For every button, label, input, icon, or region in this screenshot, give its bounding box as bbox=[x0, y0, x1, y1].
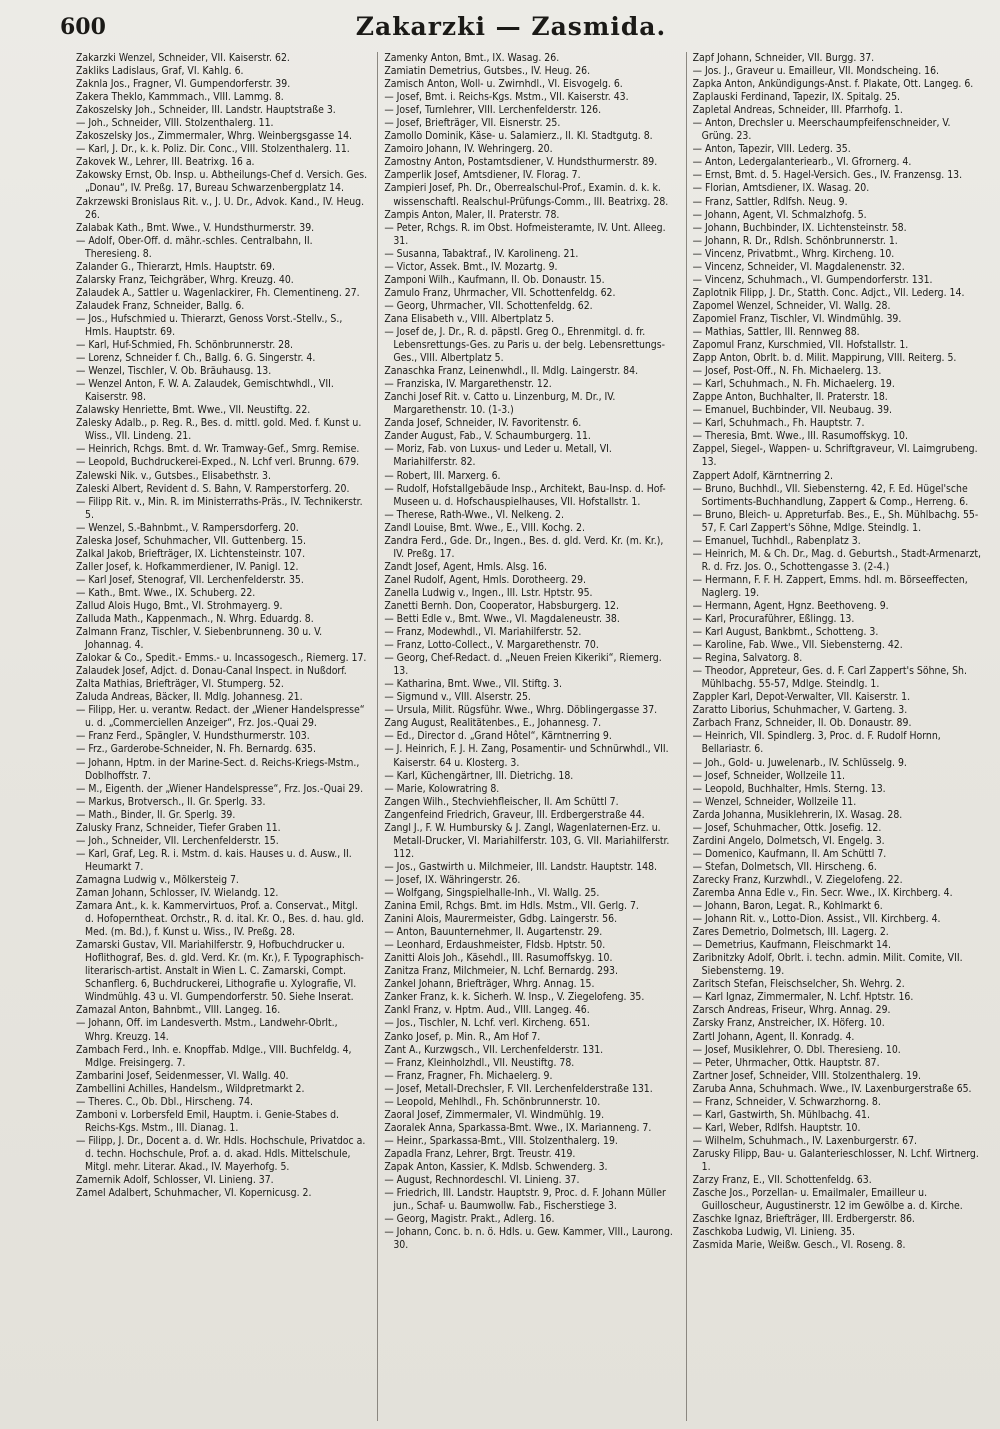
directory-entry: — Domenico, Kaufmann, II. Am Schüttl 7. bbox=[692, 847, 887, 860]
directory-entry: — Karl, Küchengärtner, III. Dietrichg. 18. bbox=[384, 769, 574, 782]
directory-entry: Zambach Ferd., Inh. e. Knopffab. Mdlge., VIII. Buchfeldg. 4, Mdlge. Freisingerg. 7. bbox=[76, 1043, 352, 1069]
directory-entry: Zarbach Franz, Schneider, II. Ob. Donaustr. 89. bbox=[692, 717, 912, 730]
directory-entry: Zaratto Liborius, Schuhmacher, V. Garteng. 3. bbox=[692, 704, 908, 717]
directory-entry: — Emanuel, Buchbinder, VII. Neubaug. 39. bbox=[692, 404, 893, 417]
directory-entry: — Leopold, Buchhalter, Hmls. Sterng. 13. bbox=[692, 782, 886, 795]
directory-entry: — Heinr., Sparkassa-Bmt., VIII. Stolzenthalerg. 19. bbox=[384, 1134, 618, 1147]
directory-entry: Zaplauski Ferdinand, Tapezir, IX. Spitalg. 25. bbox=[692, 91, 900, 104]
directory-entry: Zamagna Ludwig v., Mölkersteig 7. bbox=[76, 873, 239, 886]
directory-entry: — Franz, Schneider, V. Schwarzhorng. 8. bbox=[692, 1095, 881, 1108]
directory-entry: Zalluda Math., Kappenmach., N. Whrg. Eduardg. 8. bbox=[76, 613, 314, 626]
directory-entry: — Jos., Tischler, N. Lchf. verl. Kircheng. 651. bbox=[384, 1017, 591, 1030]
directory-entry: Zakrzewski Bronislaus Rit. v., J. U. Dr., Advok. Kand., IV. Heug. 26. bbox=[76, 195, 365, 221]
directory-entry: — J. Heinrich, F. J. H. Zang, Posamentir- und Schnürwhdl., VII. Kaiserstr. 64 u. Klosterg. 3. bbox=[384, 743, 669, 769]
directory-entry: Zambellini Achilles, Handelsm., Wildpretmarkt 2. bbox=[76, 1082, 305, 1095]
directory-entry: Zamara Ant., k. k. Kammervirtuos, Prof. a. Conservat., Mitgl. d. Hofoperntheat. Orchstr., R. d. ital. Kr. O., Bes. d. hau. gld. Med. (m. Bd.), f. Kunst u. Wiss., IV. Preßg. 28. bbox=[76, 900, 364, 939]
directory-entry: — Joh., Gold- u. Juwelenarb., IV. Schlüsselg. 9. bbox=[692, 756, 907, 769]
directory-entry: Zander August, Fab., V. Schaumburgerg. 11. bbox=[384, 430, 591, 443]
directory-entry: — Johann, Off. im Landesverth. Mstm., Landwehr-Obrlt., Whrg. Kreuzg. 14. bbox=[76, 1017, 338, 1043]
directory-entry: — Wilhelm, Schuhmach., IV. Laxenburgerstr. 67. bbox=[692, 1134, 917, 1147]
directory-entry: Zalewski Nik. v., Gutsbes., Elisabethstr. 3. bbox=[76, 469, 271, 482]
directory-entry: — Katharina, Bmt. Wwe., VII. Stiftg. 3. bbox=[384, 678, 562, 691]
directory-entry: Zarecky Franz, Kurzwhdl., V. Ziegelofeng. 22. bbox=[692, 873, 903, 886]
directory-entry: — Emanuel, Tuchhdl., Rabenplatz 3. bbox=[692, 534, 861, 547]
directory-entry: Zamarski Gustav, VII. Mariahilferstr. 9, Hofbuchdrucker u. Hoflithograf, Bes. d. gld. Verd. Kr. (m. Kr.), F. Typographisch-literarisch-artist. Anstalt in Wien L. C. Zamarski, Compt. Schanflerg. 6, Buchdruckerei, Lithografie u. Xylografie, VI. Windmühlg. 43 u. VI. Gumpendorferstr. 50. Siehe Inserat. bbox=[76, 939, 364, 1004]
directory-entry: — Wenzel, Schneider, Wollzeile 11. bbox=[692, 795, 857, 808]
page-number: 600 bbox=[60, 14, 106, 40]
directory-entry: — Lorenz, Schneider f. Ch., Ballg. 6. G. Singerstr. 4. bbox=[76, 352, 316, 365]
directory-entry: — Karl, Huf-Schmied, Fh. Schönbrunnerstr. 28. bbox=[76, 339, 293, 352]
directory-entry: — Josef, Briefträger, VII. Eisnerstr. 25. bbox=[384, 117, 561, 130]
directory-entry: — Theresia, Bmt. Wwe., III. Rasumoffskyg. 10. bbox=[692, 430, 908, 443]
directory-entry: Zalaudek Josef, Adjct. d. Donau-Canal Inspect. in Nußdorf. bbox=[76, 665, 347, 678]
directory-entry: — Vincenz, Schneider, VI. Magdalenenstr. 32. bbox=[692, 260, 905, 273]
directory-entry: Zalta Mathias, Briefträger, VI. Stumperg. 52. bbox=[76, 678, 284, 691]
directory-entry: Zakera Theklo, Kammmach., VIII. Lammg. 8. bbox=[76, 91, 284, 104]
directory-entry: — Johann, Buchbinder, IX. Lichtensteinstr. 58. bbox=[692, 221, 907, 234]
directory-entry: — Betti Edle v., Bmt. Wwe., VI. Magdaleneustr. 38. bbox=[384, 613, 620, 626]
directory-entry: — Jos. J., Graveur u. Emailleur, VII. Mondscheing. 16. bbox=[692, 65, 940, 78]
directory-entry: — Georg, Magistr. Prakt., Adlerg. 16. bbox=[384, 1213, 555, 1226]
directory-entry: Zarzy Franz, E., VII. Schottenfeldg. 63. bbox=[692, 1174, 872, 1187]
directory-entry: Zaoral Josef, Zimmermaler, VI. Windmühlg. 19. bbox=[384, 1108, 605, 1121]
directory-column-3 bbox=[686, 52, 984, 1421]
directory-entry: Zakliks Ladislaus, Graf, VI. Kahlg. 6. bbox=[76, 65, 244, 78]
directory-entry: Zanchi Josef Rit. v. Catto u. Linzenburg, M. Dr., IV. Margarethenstr. 10. (1-3.) bbox=[384, 391, 616, 417]
directory-entry: — Karl August, Bankbmt., Schotteng. 3. bbox=[692, 626, 879, 639]
directory-entry: Zalaudek A., Sattler u. Wagenlackirer, Fh. Clementineng. 27. bbox=[76, 286, 360, 299]
directory-entry: Zares Demetrio, Dolmetsch, III. Lagerg. 2. bbox=[692, 926, 889, 939]
directory-entry: Zarsky Franz, Anstreicher, IX. Höferg. 10. bbox=[692, 1017, 885, 1030]
directory-entry: Zapomel Wenzel, Schneider, VI. Wallg. 28. bbox=[692, 299, 891, 312]
directory-entry: Zampieri Josef, Ph. Dr., Oberrealschul-Prof., Examin. d. k. k. wissenschaftl. Realschul-Prüfungs-Comm., III. Beatrixg. 28. bbox=[384, 182, 669, 208]
directory-entry: Zandt Josef, Agent, Hmls. Alsg. 16. bbox=[384, 560, 548, 573]
directory-entry: Zandra Ferd., Gde. Dr., Ingen., Bes. d. gld. Verd. Kr. (m. Kr.), IV. Preßg. 17. bbox=[384, 534, 664, 560]
directory-entry: — Karl, J. Dr., k. k. Poliz. Dir. Conc., VIII. Stolzenthalerg. 11. bbox=[76, 143, 350, 156]
directory-entry: Zana Elisabeth v., VIII. Albertplatz 5. bbox=[384, 312, 555, 325]
directory-entry: — Theodor, Appreteur, Ges. d. F. Carl Zappert's Söhne, Sh. Mühlbachg. 55-57, Mdlge. Steindlg. 1. bbox=[692, 665, 967, 691]
directory-entry: — Markus, Brotversch., II. Gr. Sperlg. 33. bbox=[76, 795, 266, 808]
directory-entry: — Filipp, Her. u. verantw. Redact. der „Wiener Handelspresse“ u. d. „Commerciellen Anzeiger“, Frz. Jos.-Quai 29. bbox=[76, 704, 365, 730]
directory-entry: Zang August, Realitätenbes., E., Johannesg. 7. bbox=[384, 717, 602, 730]
directory-entry: Zangenfeind Friedrich, Graveur, III. Erdbergerstraße 44. bbox=[384, 808, 645, 821]
page-header bbox=[60, 12, 962, 48]
directory-entry: — Robert, III. Marxerg. 6. bbox=[384, 469, 501, 482]
directory-column-2 bbox=[377, 52, 675, 1421]
directory-entry: — Karl, Schuhmach., Fh. Hauptstr. 7. bbox=[692, 417, 865, 430]
directory-entry: Zartl Johann, Agent, II. Konradg. 4. bbox=[692, 1030, 855, 1043]
directory-entry: — Anton, Drechsler u. Meerschaumpfeifenschneider, V. Grüng. 23. bbox=[692, 117, 951, 143]
directory-entry: Zanina Emil, Rchgs. Bmt. im Hdls. Mstm., VII. Gerlg. 7. bbox=[384, 900, 639, 913]
directory-entry: — Peter, Rchgs. R. im Obst. Hofmeisteramte, IV. Unt. Alleeg. 31. bbox=[384, 221, 666, 247]
directory-entry: — Adolf, Ober-Off. d. mähr.-schles. Centralbahn, II. Theresieng. 8. bbox=[76, 234, 313, 260]
directory-entry: Zamazal Anton, Bahnbmt., VIII. Langeg. 16. bbox=[76, 1004, 281, 1017]
directory-entry: Zakowsky Ernst, Ob. Insp. u. Abtheilungs-Chef d. Versich. Ges. „Donau“, IV. Preßg. 17, Bureau Schwarzenbergplatz 14. bbox=[76, 169, 368, 195]
directory-entry: — Vincenz, Privatbmt., Whrg. Kircheng. 10. bbox=[692, 247, 895, 260]
directory-entry: Zalesky Adalb., p. Reg. R., Bes. d. mittl. gold. Med. f. Kunst u. Wiss., VII. Lindeng. 21. bbox=[76, 417, 362, 443]
directory-entry: Zappert Adolf, Kärntnerring 2. bbox=[692, 469, 834, 482]
directory-entry: Zalusky Franz, Schneider, Tiefer Graben 11. bbox=[76, 821, 281, 834]
directory-entry: — Heinrich, Rchgs. Bmt. d. Wr. Tramway-Gef., Smrg. Remise. bbox=[76, 443, 360, 456]
directory-entry: — Josef, Schneider, Wollzeile 11. bbox=[692, 769, 846, 782]
directory-entry: Zanker Franz, k. k. Sicherh. W. Insp., V. Ziegelofeng. 35. bbox=[384, 991, 645, 1004]
directory-entry: — Franz Ferd., Spängler, V. Hundsthurmerstr. 103. bbox=[76, 730, 310, 743]
directory-entry: Zapp Anton, Obrlt. b. d. Milit. Mappirung, VIII. Reiterg. 5. bbox=[692, 352, 957, 365]
directory-entry: — Leopold, Mehlhdl., Fh. Schönbrunnerstr. 10. bbox=[384, 1095, 601, 1108]
directory-entry: — Franz, Kleinholzhdl., VII. Neustiftg. 78. bbox=[384, 1056, 575, 1069]
directory-entry: Zakovek W., Lehrer, III. Beatrixg. 16 a. bbox=[76, 156, 255, 169]
directory-entry: — Johann, Conc. b. n. ö. Hdls. u. Gew. Kammer, VIII., Laurong. 30. bbox=[384, 1226, 673, 1252]
directory-entry: Zankl Franz, v. Hptm. Aud., VIII. Langeg. 46. bbox=[384, 1004, 590, 1017]
directory-entry: — Florian, Amtsdiener, IX. Wasag. 20. bbox=[692, 182, 870, 195]
directory-entry: — Theres. C., Ob. Dbl., Hirscheng. 74. bbox=[76, 1095, 253, 1108]
directory-entry: — Hermann, F. F. H. Zappert, Emms. hdl. m. Börseeffecten, Naglerg. 19. bbox=[692, 573, 968, 599]
directory-entry: Zaribnitzky Adolf, Obrlt. i. techn. admin. Milit. Comite, VII. Siebensterng. 19. bbox=[692, 952, 963, 978]
directory-entry: — Marie, Kolowratring 8. bbox=[384, 782, 500, 795]
directory-entry: Zakoszelsky Joh., Schneider, III. Landstr. Hauptstraße 3. bbox=[76, 104, 336, 117]
directory-entry: — Friedrich, III. Landstr. Hauptstr. 9, Proc. d. F. Johann Müller jun., Schaf- u. Baumwollw. Fab., Fischerstiege 3. bbox=[384, 1187, 666, 1213]
directory-entry: — Joh., Schneider, VIII. Stolzenthalerg. 11. bbox=[76, 117, 274, 130]
directory-entry: Zandl Louise, Bmt. Wwe., E., VIII. Kochg. 2. bbox=[384, 521, 585, 534]
directory-entry: Zanella Ludwig v., Ingen., III. Lstr. Hptstr. 95. bbox=[384, 586, 593, 599]
directory-entry: — Josef, Musiklehrer, O. Dbl. Theresieng. 10. bbox=[692, 1043, 901, 1056]
directory-entry: Zanel Rudolf, Agent, Hmls. Dorotheerg. 29. bbox=[384, 573, 587, 586]
directory-entry: — Jos., Gastwirth u. Milchmeier, III. Landstr. Hauptstr. 148. bbox=[384, 860, 658, 873]
directory-entry: — Franz, Lotto-Collect., V. Margarethenstr. 70. bbox=[384, 639, 599, 652]
directory-entry: Zaknla Jos., Fragner, VI. Gumpendorferstr. 39. bbox=[76, 78, 291, 91]
directory-entry: — Heinrich, VII. Spindlerg. 3, Proc. d. F. Rudolf Hornn, Bellariastr. 6. bbox=[692, 730, 941, 756]
directory-entry: — Karl, Graf, Leg. R. i. Mstm. d. kais. Hauses u. d. Ausw., II. Heumarkt 7. bbox=[76, 847, 352, 873]
directory-entry: — Ernst, Bmt. d. 5. Hagel-Versich. Ges., IV. Franzensg. 13. bbox=[692, 169, 963, 182]
directory-entry: — Karl, Gastwirth, Sh. Mühlbachg. 41. bbox=[692, 1108, 870, 1121]
directory-entry: — Wenzel, Tischler, V. Ob. Bräuhausg. 13. bbox=[76, 365, 272, 378]
directory-entry: — Johann, Baron, Legat. R., Kohlmarkt 6. bbox=[692, 900, 883, 913]
directory-entry: Zaschkoba Ludwig, VI. Linieng. 35. bbox=[692, 1226, 855, 1239]
directory-entry: — Vincenz, Schuhmach., VI. Gumpendorferstr. 131. bbox=[692, 273, 933, 286]
directory-entry: Zaruba Anna, Schuhmach. Wwe., IV. Laxenburgerstraße 65. bbox=[692, 1082, 972, 1095]
directory-entry: Zasmida Marie, Weißw. Gesch., VI. Roseng. 8. bbox=[692, 1239, 906, 1252]
directory-entry: Zamel Adalbert, Schuhmacher, VI. Kopernicusg. 2. bbox=[76, 1187, 312, 1200]
directory-entry: — Stefan, Dolmetsch, VII. Hirscheng. 6. bbox=[692, 860, 877, 873]
directory-entry: — Franz, Fragner, Fh. Michaelerg. 9. bbox=[384, 1069, 553, 1082]
directory-entry: Zanko Josef, p. Min. R., Am Hof 7. bbox=[384, 1030, 541, 1043]
directory-entry: — Moriz, Fab. von Luxus- und Leder u. Metall, VI. Mariahilferstr. 82. bbox=[384, 443, 612, 469]
directory-entry: — Peter, Uhrmacher, Ottk. Hauptstr. 87. bbox=[692, 1056, 880, 1069]
directory-entry: Zaluda Andreas, Bäcker, II. Mdlg. Johannesg. 21. bbox=[76, 691, 303, 704]
directory-entry: — Victor, Assek. Bmt., IV. Mozartg. 9. bbox=[384, 260, 558, 273]
directory-entry: Zamulo Franz, Uhrmacher, VII. Schottenfeldg. 62. bbox=[384, 286, 616, 299]
directory-entry: Zapomiel Franz, Tischler, VI. Windmühlg. 39. bbox=[692, 312, 902, 325]
directory-entry: — Ed., Director d. „Grand Hôtel“, Kärntnerring 9. bbox=[384, 730, 612, 743]
directory-entry: — Bruno, Bleich- u. Appreturfab. Bes., E., Sh. Mühlbachg. 55-57, F. Carl Zappert's Söhne, Mdlge. Steindlg. 1. bbox=[692, 508, 979, 534]
directory-entry: — Karl, Procuraführer, Eßlingg. 13. bbox=[692, 613, 855, 626]
directory-entry: Zappler Karl, Depot-Verwalter, VII. Kaiserstr. 1. bbox=[692, 691, 911, 704]
directory-entry: Zamperlik Josef, Amtsdiener, IV. Florag. 7. bbox=[384, 169, 581, 182]
directory-entry: Zalarsky Franz, Teichgräber, Whrg. Kreuzg. 40. bbox=[76, 273, 294, 286]
directory-entry: Zampis Anton, Maler, II. Praterstr. 78. bbox=[384, 208, 560, 221]
directory-entry: Zalander G., Thierarzt, Hmls. Hauptstr. 69. bbox=[76, 260, 275, 273]
directory-entry: Zarusky Filipp, Bau- u. Galanterieschlosser, N. Lchf. Wirtnerg. 1. bbox=[692, 1147, 979, 1173]
directory-entry: Zanitti Alois Joh., Käsehdl., III. Rasumoffskyg. 10. bbox=[384, 952, 613, 965]
directory-entry: — Karl Ignaz, Zimmermaler, N. Lchf. Hptstr. 16. bbox=[692, 991, 914, 1004]
directory-entry: — Leopold, Buchdruckerei-Exped., N. Lchf verl. Brunng. 679. bbox=[76, 456, 360, 469]
directory-entry: Zappe Anton, Buchhalter, II. Praterstr. 18. bbox=[692, 391, 888, 404]
directory-entry: — Rudolf, Hofstallgebäude Insp., Architekt, Bau-Insp. d. Hof-Museen u. d. Hofschauspielhauses, VII. Hofstallstr. 1. bbox=[384, 482, 666, 508]
directory-entry: — Hermann, Agent, Hgnz. Beethoveng. 9. bbox=[692, 599, 889, 612]
directory-entry: — Anton, Bauunternehmer, II. Augartenstr. 29. bbox=[384, 926, 603, 939]
directory-entry: — Bruno, Buchhdl., VII. Siebensterng. 42, F. Ed. Hügel'sche Sortiments-Buchhandlung, Zappert & Comp., Herreng. 6. bbox=[692, 482, 969, 508]
directory-entry: Zamisch Anton, Woll- u. Zwirnhdl., VI. Eisvogelg. 6. bbox=[384, 78, 623, 91]
directory-entry: Zankel Johann, Briefträger, Whrg. Annag. 15. bbox=[384, 978, 595, 991]
directory-entry: Zaleska Josef, Schuhmacher, VII. Guttenberg. 15. bbox=[76, 534, 306, 547]
directory-entry: — Johann Rit. v., Lotto-Dion. Assist., VII. Kirchberg. 4. bbox=[692, 913, 941, 926]
directory-entry: Zaplotnik Filipp, J. Dr., Statth. Conc. Adjct., VII. Lederg. 14. bbox=[692, 286, 965, 299]
directory-entry: — Demetrius, Kaufmann, Fleischmarkt 14. bbox=[692, 939, 891, 952]
directory-entry: Zaritsch Stefan, Fleischselcher, Sh. Wehrg. 2. bbox=[692, 978, 905, 991]
directory-entry: Zamollo Dominik, Käse- u. Salamierz., II. Kl. Stadtgutg. 8. bbox=[384, 130, 653, 143]
directory-entry: — Josef de, J. Dr., R. d. päpstl. Greg O., Ehrenmitgl. d. fr. Lebensrettungs-Ges. zu Paris u. der belg. Lebensrettungs-Ges., VIII. Albertplatz 5. bbox=[384, 325, 665, 365]
directory-entry: — Karl, Schuhmach., N. Fh. Michaelerg. 19. bbox=[692, 378, 895, 391]
directory-entry: — Johann, Agent, VI. Schmalzhofg. 5. bbox=[692, 208, 867, 221]
directory-entry: — Anton, Tapezir, VIII. Lederg. 35. bbox=[692, 143, 851, 156]
directory-entry: Zaremba Anna Edle v., Fin. Secr. Wwe., IX. Kirchberg. 4. bbox=[692, 887, 953, 899]
directory-entry: Zanitza Franz, Milchmeier, N. Lchf. Bernardg. 293. bbox=[384, 965, 618, 978]
directory-entry: — Josef, IX. Währingerstr. 26. bbox=[384, 873, 521, 886]
directory-entry: — Anton, Ledergalanteriearb., VI. Gfrornerg. 4. bbox=[692, 156, 912, 169]
directory-entry: — Georg, Uhrmacher, VII. Schottenfeldg. 62. bbox=[384, 299, 593, 312]
directory-entry: — Josef, Turnlehrer, VIII. Lerchenfelderstr. 126. bbox=[384, 104, 602, 117]
directory-entry: Zamoiro Johann, IV. Wehringerg. 20. bbox=[384, 143, 553, 156]
directory-entry: — Karoline, Fab. Wwe., VII. Siebensterng. 42. bbox=[692, 639, 903, 652]
directory-entry: — Josef, Schuhmacher, Ottk. Josefig. 12. bbox=[692, 821, 882, 834]
directory-entry: Zanaschka Franz, Leinenwhdl., II. Mdlg. Laingerstr. 84. bbox=[384, 365, 639, 378]
directory-entry: Zakarzki Wenzel, Schneider, VII. Kaiserstr. 62. bbox=[76, 52, 290, 64]
directory-entry: — Therese, Rath-Wwe., VI. Nelkeng. 2. bbox=[384, 508, 564, 521]
directory-entry: — Karl, Weber, Rdlfsh. Hauptstr. 10. bbox=[692, 1121, 861, 1134]
directory-column-1 bbox=[76, 52, 367, 1421]
directory-entry: Zaleski Albert, Revident d. S. Bahn, V. Ramperstorferg. 20. bbox=[76, 482, 350, 495]
directory-entry: Zardini Angelo, Dolmetsch, VI. Engelg. 3. bbox=[692, 834, 885, 847]
directory-entry: Zanetti Bernh. Don, Cooperator, Habsburgerg. 12. bbox=[384, 599, 619, 612]
directory-columns bbox=[76, 52, 984, 1421]
directory-entry: — Jos., Hufschmied u. Thierarzt, Genoss Vorst.-Stellv., S., Hmls. Hauptstr. 69. bbox=[76, 312, 343, 338]
directory-entry: Zappel, Siegel-, Wappen- u. Schriftgraveur, VI. Laimgrubeng. 13. bbox=[692, 443, 978, 469]
directory-entry: — Josef, Post-Off., N. Fh. Michaelerg. 13. bbox=[692, 365, 882, 378]
directory-entry: — Wenzel Anton, F. W. A. Zalaudek, Gemischtwhdl., VII. Kaiserstr. 98. bbox=[76, 378, 334, 404]
directory-entry: Zapadla Franz, Lehrer, Brgt. Treustr. 419. bbox=[384, 1147, 576, 1160]
directory-entry: — Franziska, IV. Margarethenstr. 12. bbox=[384, 378, 552, 391]
directory-entry: — Frz., Garderobe-Schneider, N. Fh. Bernardg. 635. bbox=[76, 743, 316, 756]
directory-entry: Zangen Wilh., Stechviehfleischer, II. Am Schüttl 7. bbox=[384, 795, 619, 808]
directory-entry: Zalokar & Co., Spedit.- Emms.- u. Incassogesch., Riemerg. 17. bbox=[76, 652, 367, 665]
directory-entry: Zamboni v. Lorbersfeld Emil, Hauptm. i. Genie-Stabes d. Reichs-Kgs. Mstm., III. Dianag. 1. bbox=[76, 1108, 339, 1134]
directory-entry: Zanda Josef, Schneider, IV. Favoritenstr. 6. bbox=[384, 417, 582, 430]
directory-entry: Zapf Johann, Schneider, VII. Burgg. 37. bbox=[692, 52, 875, 64]
directory-entry: — M., Eigenth. der „Wiener Handelspresse“, Frz. Jos.-Quai 29. bbox=[76, 782, 364, 795]
directory-entry: — Mathias, Sattler, III. Rennweg 88. bbox=[692, 325, 860, 338]
directory-entry: Zambarini Josef, Seidenmesser, VI. Wallg. 40. bbox=[76, 1069, 289, 1082]
directory-entry: Zaller Josef, k. Hofkammerdiener, IV. Panigl. 12. bbox=[76, 560, 299, 573]
directory-entry: Zamostny Anton, Postamtsdiener, V. Hundsthurmerstr. 89. bbox=[384, 156, 658, 169]
directory-entry: Zant A., Kurzwgsch., VII. Lerchenfelderstr. 131. bbox=[384, 1043, 604, 1056]
directory-entry: Zarda Johanna, Musiklehrerin, IX. Wasag. 28. bbox=[692, 808, 903, 821]
directory-entry: Zartner Josef, Schneider, VIII. Stolzenthalerg. 19. bbox=[692, 1069, 921, 1082]
directory-entry: — Susanna, Tabaktraf., IV. Karolineng. 21. bbox=[384, 247, 579, 260]
directory-entry: Zapka Anton, Ankündigungs-Anst. f. Plakate, Ott. Langeg. 6. bbox=[692, 78, 974, 91]
directory-entry: — Joh., Schneider, VII. Lerchenfelderstr. 15. bbox=[76, 834, 279, 847]
directory-entry: Zaschke Ignaz, Briefträger, III. Erdbergerstr. 86. bbox=[692, 1213, 915, 1226]
directory-entry: Zanini Alois, Maurermeister, Gdbg. Laingerstr. 56. bbox=[384, 913, 618, 926]
directory-entry: Zalaudek Franz, Schneider, Ballg. 6. bbox=[76, 299, 245, 312]
directory-entry: — Sigmund v., VIII. Alserstr. 25. bbox=[384, 691, 531, 704]
directory-entry: Zangl J., F. W. Humbursky & J. Zangl, Wagenlaternen-Erz. u. Metall-Drucker, VI. Mariahilferstr. 103, G. VII. Mariahilferstr. 112. bbox=[384, 821, 670, 860]
directory-entry: — Wenzel, S.-Bahnbmt., V. Rampersdorferg. 20. bbox=[76, 521, 299, 534]
directory-entry: Zapletal Andreas, Schneider, III. Pfarrhofg. 1. bbox=[692, 104, 903, 117]
directory-entry: Zasche Jos., Porzellan- u. Emailmaler, Emailleur u. Guilloscheur, Augustinerstr. 12 im Gewölbe a. d. Kirche. bbox=[692, 1187, 963, 1213]
directory-entry: Zallud Alois Hugo, Bmt., VI. Strohmayerg. 9. bbox=[76, 599, 283, 612]
directory-entry: — Josef, Metall-Drechsler, F. VII. Lerchenfelderstraße 131. bbox=[384, 1082, 653, 1095]
directory-entry: — Kath., Bmt. Wwe., IX. Schuberg. 22. bbox=[76, 586, 256, 599]
directory-entry: — Filipp Rit. v., Min. R. im Ministerraths-Präs., IV. Technikerstr. 5. bbox=[76, 495, 363, 521]
directory-entry: — Ursula, Milit. Rügsführ. Wwe., Whrg. Döblingergasse 37. bbox=[384, 704, 658, 717]
directory-entry: Zalawsky Henriette, Bmt. Wwe., VII. Neustiftg. 22. bbox=[76, 404, 311, 417]
directory-entry: — August, Rechnordeschl. VI. Linieng. 37. bbox=[384, 1174, 580, 1187]
directory-entry: Zalabak Kath., Bmt. Wwe., V. Hundsthurmerstr. 39. bbox=[76, 221, 315, 234]
directory-entry: Zapak Anton, Kassier, K. Mdlsb. Schwenderg. 3. bbox=[384, 1160, 608, 1173]
directory-entry: — Johann, Hptm. in der Marine-Sect. d. Reichs-Kriegs-Mstm., Doblhoffstr. 7. bbox=[76, 756, 360, 782]
directory-entry: Zakoszelsky Jos., Zimmermaler, Whrg. Weinbergsgasse 14. bbox=[76, 130, 353, 143]
directory-entry: — Filipp, J. Dr., Docent a. d. Wr. Hdls. Hochschule, Privatdoc a. d. techn. Hochschule, Prof. a. d. akad. Hdls. Mittelschule, Mitgl. mehr. Literar. Akad., IV. Mayerhofg. 5. bbox=[76, 1134, 366, 1173]
directory-entry: Zamernik Adolf, Schlosser, VI. Linieng. 37. bbox=[76, 1174, 274, 1187]
directory-entry: Zalmann Franz, Tischler, V. Siebenbrunneng. 30 u. V. Johannag. 4. bbox=[76, 626, 323, 652]
directory-entry: Zamenky Anton, Bmt., IX. Wasag. 26. bbox=[384, 52, 560, 64]
directory-entry: Zamiatin Demetrius, Gutsbes., IV. Heug. 26. bbox=[384, 65, 591, 78]
directory-entry: — Regina, Salvatorg. 8. bbox=[692, 652, 803, 665]
directory-entry: — Wolfgang, Singspielhalle-Inh., VI. Wallg. 25. bbox=[384, 887, 600, 899]
directory-entry: — Karl Josef, Stenograf, VII. Lerchenfelderstr. 35. bbox=[76, 573, 304, 586]
directory-entry: — Josef, Bmt. i. Reichs-Kgs. Mstm., VII. Kaiserstr. 43. bbox=[384, 91, 629, 104]
directory-entry: Zarsch Andreas, Friseur, Whrg. Annag. 29. bbox=[692, 1004, 891, 1017]
directory-entry: Zamponi Wilh., Kaufmann, II. Ob. Donaustr. 15. bbox=[384, 273, 605, 286]
running-title: Zakarzki — Zasmida. bbox=[355, 12, 667, 41]
directory-entry: — Math., Binder, II. Gr. Sperlg. 39. bbox=[76, 808, 236, 821]
directory-entry: — Heinrich, M. & Ch. Dr., Mag. d. Geburtsh., Stadt-Armenarzt, R. d. Frz. Jos. O., Schottengasse 3. (2-4.) bbox=[692, 547, 981, 573]
directory-entry: — Georg, Chef-Redact. d. „Neuen Freien Kikeriki“, Riemerg. 13. bbox=[384, 652, 662, 678]
directory-entry: Zalkal Jakob, Briefträger, IX. Lichtensteinstr. 107. bbox=[76, 547, 306, 560]
directory-entry: Zapomul Franz, Kurschmied, VII. Hofstallstr. 1. bbox=[692, 339, 909, 352]
directory-entry: — Johann, R. Dr., Rdlsh. Schönbrunnerstr. 1. bbox=[692, 234, 898, 247]
directory-entry: Zaman Johann, Schlosser, IV. Wielandg. 12. bbox=[76, 887, 279, 899]
directory-entry: — Leonhard, Erdaushmeister, Fldsb. Hptstr. 50. bbox=[384, 939, 606, 952]
directory-entry: — Franz, Sattler, Rdlfsh. Neug. 9. bbox=[692, 195, 848, 208]
directory-entry: — Franz, Modewhdl., VI. Mariahilferstr. 52. bbox=[384, 626, 582, 639]
directory-entry: Zaoralek Anna, Sparkassa-Bmt. Wwe., IX. Marianneng. 7. bbox=[384, 1121, 652, 1134]
